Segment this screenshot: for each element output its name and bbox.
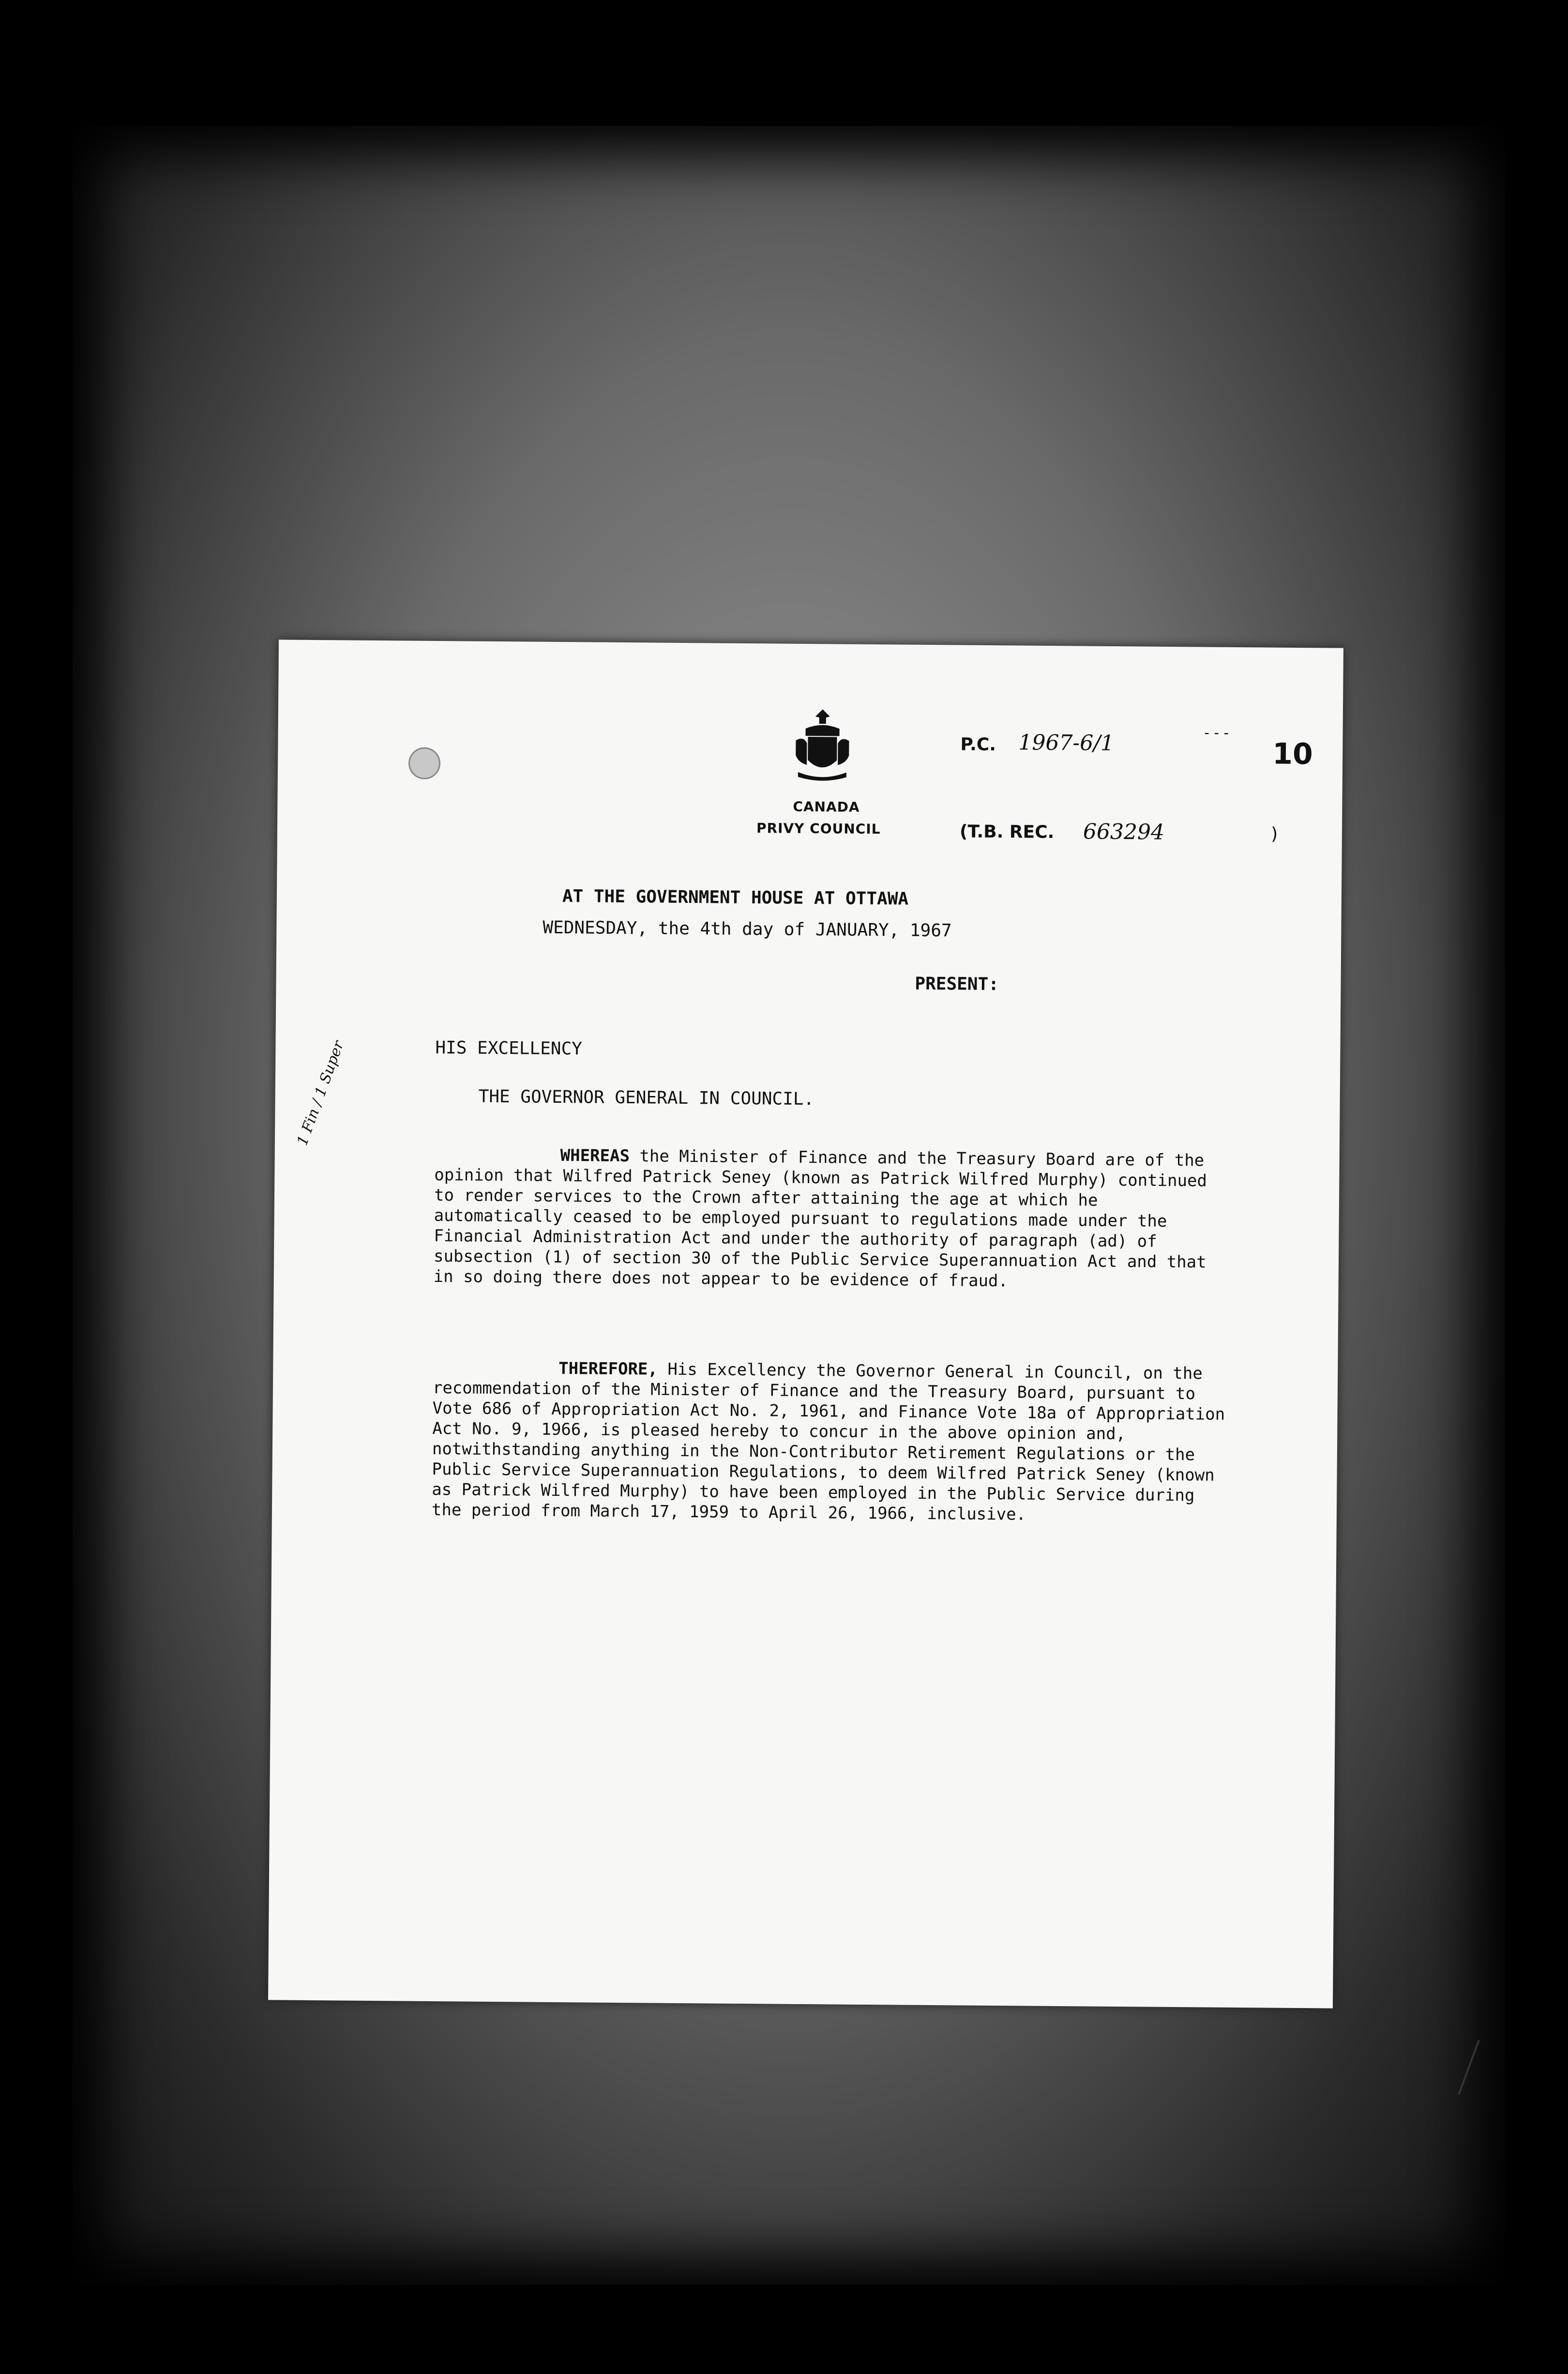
heading-date: WEDNESDAY, the 4th day of JANUARY, 1967 <box>543 917 952 941</box>
therefore-paragraph <box>432 1357 1232 1526</box>
heading-location: AT THE GOVERNMENT HOUSE AT OTTAWA <box>562 886 909 909</box>
therefore-body: His Excellency the Governor General in Council, on the recommendation of the Minister of Finance and the Treasury Board, pursuant to Vote 686 of Appropriation Act No. 2, 1961, and Finance Vote 18a of Appropriation Act No. 9, 1966, is pleased hereby to concur in the above opinion and, notwithstanding anything in the Non-Contributor Retirement Regulations or the Public Service Superannuation Regulations, to deem Wilfred Patrick Seney (known as Patrick Wilfred Murphy) to have been employed in the Public Service during the period from March 17, 1959 to April 26, 1966, inclusive. <box>431 1359 1225 1524</box>
whereas-paragraph <box>434 1144 1233 1293</box>
coat-of-arms-icon <box>791 707 854 785</box>
governor-general-in-council: THE GOVERNOR GENERAL IN COUNCIL. <box>478 1086 814 1110</box>
corner-dashes: --- <box>1202 724 1232 742</box>
pc-label: P.C. <box>960 734 996 755</box>
pc-number: 1967-6/1 <box>1018 730 1115 756</box>
therefore-lead: THEREFORE, <box>558 1358 658 1379</box>
page-number: 10 <box>1272 737 1313 772</box>
whereas-body: the Minister of Finance and the Treasury Board are of the opinion that Wilfred Patrick Seney (known as Patrick Wilfred Murphy) continued to render services to the Crown after attaining the age at which he automatically ceased to be employed pursuant to regulations made under the Financial Administration Act and under the authority of paragraph (ad) of subsection (1) of section 30 of the Public Service Superannuation Act and that in so doing there does not appear to be evidence of fraud. <box>433 1146 1207 1291</box>
tb-number: 663294 <box>1083 819 1165 845</box>
his-excellency: HIS EXCELLENCY <box>435 1037 583 1059</box>
tb-label: (T.B. REC. <box>959 822 1055 842</box>
punch-hole <box>408 747 441 780</box>
crest-label-privy-council: PRIVY COUNCIL <box>756 820 881 837</box>
present-label: PRESENT: <box>915 974 999 995</box>
crest-label-canada: CANADA <box>793 798 860 815</box>
document-page <box>268 639 1343 2008</box>
handwritten-margin-note: 1 Fin / 1 Super <box>294 1038 347 1148</box>
whereas-lead: WHEREAS <box>560 1146 630 1166</box>
tb-close-paren: ) <box>1269 824 1280 844</box>
